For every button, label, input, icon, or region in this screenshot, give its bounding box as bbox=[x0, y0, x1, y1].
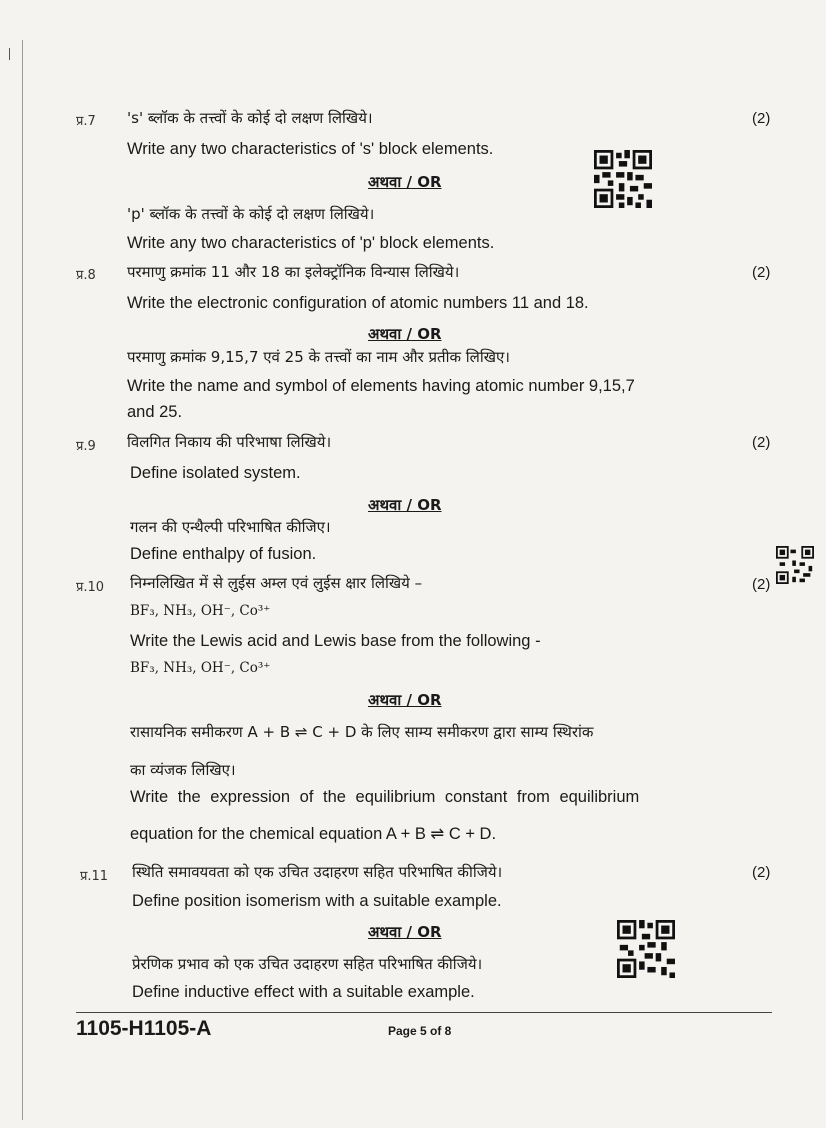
alt-question-hindi-line2: का व्यंजक लिखिए। bbox=[130, 761, 236, 779]
question-marks: (2) bbox=[752, 576, 771, 593]
question-english: Write the Lewis acid and Lewis base from the following - bbox=[130, 632, 541, 650]
question-marks: (2) bbox=[752, 264, 771, 281]
qr-code-icon bbox=[776, 546, 814, 584]
question-english: Write the electronic configuration of atomic numbers 11 and 18. bbox=[127, 294, 589, 312]
alt-question-hindi: गलन की एन्थैल्पी परिभाषित कीजिए। bbox=[130, 518, 331, 536]
scan-mark bbox=[9, 48, 10, 60]
or-separator: अथवा / OR bbox=[368, 325, 442, 343]
question-english: Define isolated system. bbox=[130, 464, 301, 482]
qr-code-icon bbox=[594, 150, 652, 208]
or-separator: अथवा / OR bbox=[368, 923, 442, 941]
question-hindi: परमाणु क्रमांक 11 और 18 का इलेक्ट्रॉनिक विन्यास लिखिये। bbox=[127, 263, 460, 281]
alt-question-hindi: प्रेरणिक प्रभाव को एक उचित उदाहरण सहित परिभाषित कीजिये। bbox=[132, 955, 483, 973]
question-number: प्र.10 bbox=[76, 580, 105, 595]
page-number: Page 5 of 8 bbox=[388, 1024, 452, 1038]
question-marks: (2) bbox=[752, 434, 771, 451]
question-number: प्र.8 bbox=[76, 268, 96, 283]
paper-code: 1105-H1105-A bbox=[76, 1017, 212, 1040]
question-number: प्र.7 bbox=[76, 114, 96, 129]
question-number: प्र.11 bbox=[80, 869, 109, 884]
question-hindi: निम्नलिखित में से लुईस अम्ल एवं लुईस क्षार लिखिये – bbox=[130, 574, 423, 592]
alt-question-english-line2: equation for the chemical equation A + B ⇌ C + D. bbox=[130, 825, 497, 843]
or-separator: अथवा / OR bbox=[368, 173, 442, 191]
alt-question-hindi-line1: रासायनिक समीकरण A + B ⇌ C + D के लिए साम्य समीकरण द्वारा साम्य स्थिरांक bbox=[130, 723, 594, 741]
chemical-species: BF₃, NH₃, OH⁻, Co³⁺ bbox=[130, 603, 271, 619]
question-hindi: विलगित निकाय की परिभाषा लिखिये। bbox=[127, 433, 332, 451]
chemical-species-en: BF₃, NH₃, OH⁻, Co³⁺ bbox=[130, 660, 271, 676]
alt-question-english: Write any two characteristics of 'p' block elements. bbox=[127, 234, 495, 252]
or-separator: अथवा / OR bbox=[368, 691, 442, 709]
alt-question-hindi: परमाणु क्रमांक 9,15,7 एवं 25 के तत्त्वों का नाम और प्रतीक लिखिए। bbox=[127, 348, 510, 366]
footer-rule bbox=[76, 1012, 772, 1013]
question-english: Define position isomerism with a suitable example. bbox=[132, 892, 502, 910]
left-scan-edge bbox=[22, 40, 23, 1120]
alt-question-english-line1: Write the name and symbol of elements having atomic number 9,15,7 bbox=[127, 377, 635, 395]
qr-code-icon bbox=[617, 920, 675, 978]
question-marks: (2) bbox=[752, 864, 771, 881]
question-english: Write any two characteristics of 's' block elements. bbox=[127, 140, 494, 158]
question-number: प्र.9 bbox=[76, 439, 96, 454]
alt-question-hindi: 'p' ब्लॉक के तत्त्वों के कोई दो लक्षण लिखिये। bbox=[127, 205, 375, 223]
question-marks: (2) bbox=[752, 110, 771, 127]
or-separator: अथवा / OR bbox=[368, 496, 442, 514]
alt-question-english: Define enthalpy of fusion. bbox=[130, 545, 317, 563]
alt-question-english: Define inductive effect with a suitable example. bbox=[132, 983, 475, 1001]
question-hindi: स्थिति समावयवता को एक उचित उदाहरण सहित परिभाषित कीजिये। bbox=[132, 863, 503, 881]
question-hindi: 's' ब्लॉक के तत्त्वों के कोई दो लक्षण लिखिये। bbox=[127, 109, 373, 127]
alt-question-english-line2: and 25. bbox=[127, 403, 183, 421]
alt-question-english-line1: Write the expression of the equilibrium constant from equilibrium bbox=[130, 788, 640, 806]
